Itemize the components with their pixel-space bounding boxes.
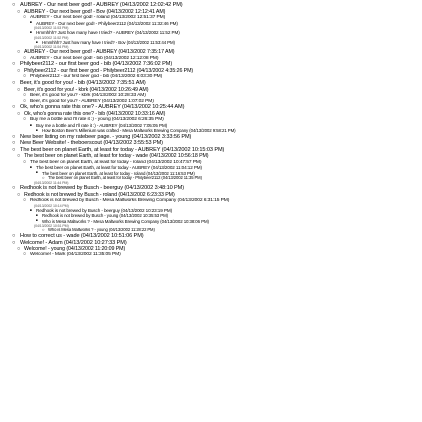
thread-post-link[interactable]: ○ Beer, it's good for you! - kbrk (04/13/2002 10:26:49 AM) [2, 87, 420, 93]
thread-post-link[interactable]: ○ Who is Mesa Maltworks ? - young (04/13/2002 11:28:22 PM) [2, 228, 420, 233]
thread-post-link[interactable]: ○ New Beer Website! - theboerscout (04/13/2002 3:55:53 PM) [2, 140, 420, 147]
thread-post-link[interactable]: ○ Beer, it's good for you! - bib (04/13/2002 7:35:51 AM) [2, 80, 420, 87]
thread-post-link[interactable]: ○ Welcome! - Mark (04/13/2002 11:35:05 PM) [2, 252, 420, 258]
thread-post-link[interactable]: ○ Ok, who's gonna rate this one? - bib (04/13/2002 10:33:16 AM) [2, 111, 420, 117]
thread-post-link[interactable]: ■ How Boston Beer's Millenium was crafted - Mesa Maltworks Brewing Company (04/13/2002 9:58:21 PM) [2, 128, 420, 133]
thread-post-link[interactable]: ○ Redhook is not brewed by Busch - roland (04/13/2002 6:23:33 PM) [2, 192, 420, 198]
thread-timestamp: (04/13/2002 11:44 PM) [34, 180, 69, 185]
thread-post-link[interactable]: ○ Ok, who's gonna rate this one? - AUBREY (04/13/2002 10:25:44 AM) [2, 104, 420, 111]
thread-post-link[interactable]: ○ Philybeer2112 - our first beer god - bib (04/13/2002 7:36:02 PM) [2, 61, 420, 68]
thread-post-link[interactable]: ○ AUBREY - Our next beer god! - roland (04/13/2002 12:51:37 PM) [2, 15, 420, 21]
thread-post-link[interactable]: ○ Welcome! - Adam (04/13/2002 10:27:33 PM) [2, 240, 420, 247]
thread-post-link[interactable]: ■ Hmmhhh? Just how many have I tried? - AUBREY (04/13/2002 11:52 PM) [2, 30, 420, 35]
thread-post-link[interactable]: ○ Philybeer2112 - our first beer god - Philybeer2112 (04/13/2002 4:35:26 PM) [2, 68, 420, 74]
thread-post-link[interactable]: ○ The best beer on planet Earth, at least for today - AUBREY (04/13/2002 10:15:03 PM) [2, 147, 420, 154]
thread-post-link[interactable]: ■ Redhook is not brewed by Busch - beerguy (04/13/2002 10:23:19 PM) [2, 208, 420, 213]
thread-post-link[interactable]: ○ Buy me a bottle and I'll rate it :) - young (04/13/2002 6:26:35 PM) [2, 117, 420, 123]
thread-post-link[interactable]: ■ The best beer on planet Earth, at least for today - AUBREY (04/13/2002 11:04:12 PM) [2, 165, 420, 170]
thread-post-link[interactable]: ○ Beer, it's good for you? - kbrk (04/13/2002 10:28:33 AM) [2, 93, 420, 99]
thread-post-link[interactable]: ○ New beer listing on my ratebeer page. - young (04/13/2002 3:33:56 PM) [2, 134, 420, 141]
thread-post-link[interactable]: ○ AUBREY - Our next beer god! - Bov (04/13/2002 12:12:41 AM) [2, 9, 420, 15]
thread-timestamp: (04/13/2002 10:51 PM) [34, 223, 69, 228]
thread-post-link[interactable]: ■ Redhook is not brewed by Busch - young (04/13/2002 10:35:53 PM) [2, 213, 420, 218]
thread-post-link[interactable]: ○ AUBREY - Our next beer god! - AUBREY (04/13/2002 12:02:42 PM) [2, 2, 420, 9]
thread-post-link[interactable]: ○ The best beer on planet Earth, at least for today - Philybeer2112 (04/13/2002 11:35 PM) [2, 176, 420, 181]
thread-timestamp: (04/13/2002 11:54 PM) [34, 45, 69, 50]
thread-post-link[interactable]: ■ AUBREY - Our next beer god! - Philybeer2112 (04/13/2002 11:32:46 PM) [2, 21, 420, 26]
thread-timestamp: (04/13/2002 11:52 PM) [34, 35, 69, 40]
thread-post-link[interactable]: ■ Hmmhhh? Just how many have I tried? - Bov (04/13/2002 11:53:44 PM) [2, 40, 420, 45]
thread-post-link[interactable]: ○ Beer, it's good for you? - AUBREY (04/13/2002 1:07:02 PM) [2, 99, 420, 105]
message-thread [2, 0, 420, 258]
thread-post-link[interactable]: ○ How to correct us - wade (04/13/2002 10:51:06 PM) [2, 233, 420, 240]
thread-post-link[interactable]: ○ Welcome! - young (04/13/2002 11:20:09 PM) [2, 246, 420, 252]
thread-post-link[interactable]: ○ The best beer on planet Earth, at least for today - wade (04/13/2002 10:56:18 PM) [2, 153, 420, 159]
thread-timestamp: (04/13/2002 10:14 PM) [34, 203, 69, 208]
thread-post-link[interactable]: ○ AUBREY - Our next beer god! - bib (04/13/2002 12:12:08 PM) [2, 56, 420, 62]
thread-post-link[interactable]: ○ Philybeer2112 - our first beer god - bib (04/13/2002 6:03:30 PM) [2, 74, 420, 80]
thread-post-link[interactable]: ○ Redhook is not brewed by Busch - Mesa Maltworks Brewing Company (04/13/2002 6:31:15 PM) [2, 198, 420, 204]
thread-post-link[interactable]: ■ Who is Mesa Maltworks ? - Mesa Maltworks Brewing Company (04/13/2002 10:38:06 PM) [2, 219, 420, 224]
thread-timestamp: (04/13/2002 11:53 PM) [34, 26, 69, 31]
thread-post-link[interactable]: ○ AUBREY - Our next beer god! - AUBREY (04/13/2002 7:35:17 AM) [2, 49, 420, 55]
thread-post-link[interactable]: ○ The best beer on planet Earth, at least for today - roland (04/13/2002 10:47:57 PM) [2, 160, 420, 166]
thread-post-link[interactable]: ■ Buy me a bottle and I'll rate it :) - AUBREY (04/13/2002 7:05:05 PM) [2, 123, 420, 128]
thread-post-link[interactable]: ■ The best beer on planet Earth, at least for today - roland (04/13/2002 11:16:53 PM) [2, 171, 420, 176]
thread-post-link[interactable]: ○ Redhook is not brewed by Busch - beerguy (04/13/2002 3:48:10 PM) [2, 185, 420, 192]
